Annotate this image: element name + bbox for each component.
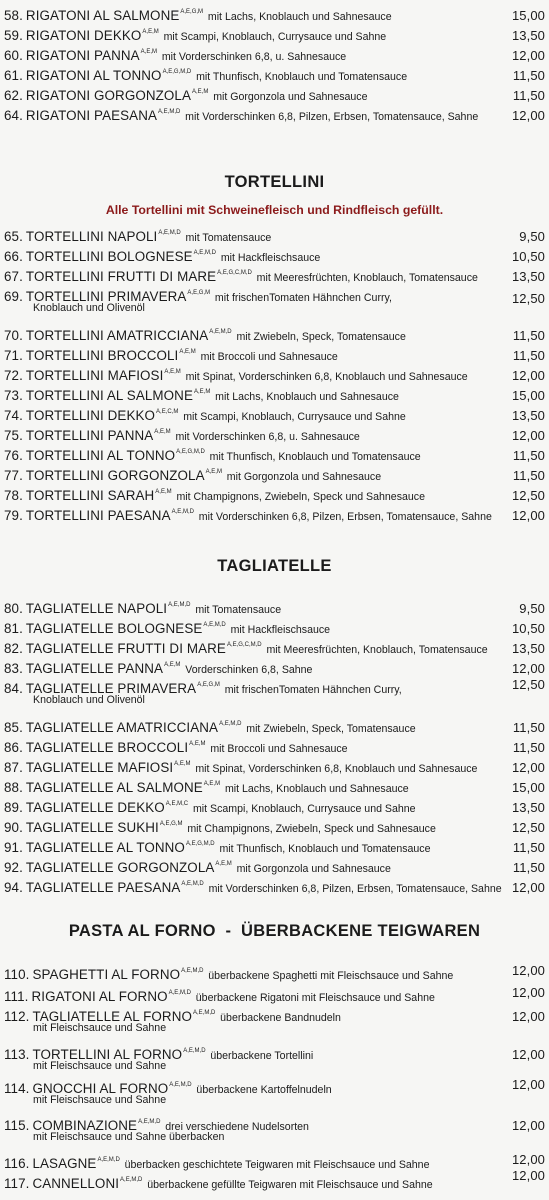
item-number: 74. <box>4 408 23 423</box>
menu-item <box>4 44 545 64</box>
item-price: 13,50 <box>511 641 545 656</box>
item-price: 11,50 <box>512 68 545 83</box>
item-number: 77. <box>4 468 23 483</box>
item-price: 11,50 <box>512 860 545 875</box>
item-number: 113. <box>4 1047 30 1062</box>
item-price: 10,50 <box>511 249 545 264</box>
item-description: mit frischenTomaten Hähnchen Curry, <box>214 292 392 304</box>
menu-item <box>4 617 545 637</box>
item-description: mit Gorgonzola und Sahnesauce <box>226 471 382 483</box>
item-name: TAGLIATELLE PAESANA <box>25 880 181 895</box>
item-price: 12,50 <box>511 677 545 692</box>
allergen-codes: A,E,M <box>179 349 196 355</box>
item-number: 82. <box>4 641 23 656</box>
menu-item <box>4 464 545 484</box>
item-name: SPAGHETTI AL FORNO <box>32 967 181 982</box>
item-name: TAGLIATELLE SUKHI <box>25 820 159 835</box>
item-number: 115. <box>4 1118 30 1133</box>
item-number: 89. <box>4 800 23 815</box>
item-description: mit Scampi, Knoblauch, Currysauce und Sahne <box>183 411 406 423</box>
item-name: TORTELLINI BOLOGNESE <box>25 249 193 264</box>
menu-item <box>4 1168 545 1192</box>
item-number: 69. <box>4 289 23 304</box>
menu-item <box>4 24 545 44</box>
item-number: 92. <box>4 860 23 875</box>
item-number: 64. <box>4 108 23 123</box>
allergen-codes: A,E,M <box>189 741 206 747</box>
item-description: mit Thunfisch, Knoblauch und Tomatensauce <box>209 451 421 463</box>
item-name: TORTELLINI FRUTTI DI MARE <box>25 269 217 284</box>
allergen-codes: A,E,M <box>154 429 171 435</box>
item-number: 78. <box>4 488 23 503</box>
item-name: TAGLIATELLE BROCCOLI <box>25 740 189 755</box>
item-price: 12,00 <box>511 1152 545 1167</box>
allergen-codes: A,E,C,M <box>156 409 179 415</box>
menu-item <box>4 1114 545 1148</box>
item-price: 12,50 <box>511 488 545 503</box>
item-description: mit frischenTomaten Hähnchen Curry, <box>224 684 402 696</box>
item-number: 88. <box>4 780 23 795</box>
allergen-codes: A,E,M,D <box>171 509 194 515</box>
item-number: 85. <box>4 720 23 735</box>
item-number: 75. <box>4 428 23 443</box>
item-description: mit Broccoli und Sahnesauce <box>200 351 338 363</box>
item-description: mit Vorderschinken 6,8, u. Sahnesauce <box>175 431 360 443</box>
item-description: mit Vorderschinken 6,8, Pilzen, Erbsen, Tomatensauce, Sahne <box>208 883 502 895</box>
item-number: 67. <box>4 269 23 284</box>
menu-item <box>4 444 545 464</box>
allergen-codes: A,E,M <box>155 489 172 495</box>
item-description: mit Hackfleischsauce <box>220 252 321 264</box>
item-number: 84. <box>4 681 23 696</box>
item-name: TORTELLINI PANNA <box>25 428 154 443</box>
item-number: 65. <box>4 229 23 244</box>
item-description: überbackene gefüllte Teigwaren mit Fleischsauce und Sahne <box>147 1179 433 1191</box>
item-price: 10,50 <box>511 621 545 636</box>
menu-item <box>4 64 545 84</box>
item-price: 12,00 <box>511 108 545 123</box>
item-number: 76. <box>4 448 23 463</box>
menu-item <box>4 796 545 816</box>
item-description-continued: mit Fleischsauce und Sahne <box>33 1022 167 1034</box>
allergen-codes: A,E,M,D <box>120 1177 143 1183</box>
allergen-codes: A,E,M <box>203 781 221 787</box>
item-price: 12,00 <box>511 985 545 1000</box>
item-name: TORTELLINI DEKKO <box>25 408 156 423</box>
menu-item <box>4 484 545 504</box>
allergen-codes: A,E,G,M <box>159 821 183 827</box>
allergen-codes: A,E,M,D <box>181 968 204 974</box>
menu-item <box>4 776 545 796</box>
menu-item <box>4 677 545 711</box>
item-number: 87. <box>4 760 23 775</box>
allergen-codes: A,E,M,D <box>183 1048 206 1054</box>
item-price: 12,00 <box>511 1168 545 1183</box>
menu-item <box>4 225 545 245</box>
allergen-codes: A,E,G,M,D <box>162 69 192 75</box>
allergen-codes: A,E,M,D <box>169 1082 192 1088</box>
item-price: 13,50 <box>511 408 545 423</box>
item-number: 66. <box>4 249 23 264</box>
item-price: 11,50 <box>512 840 545 855</box>
item-name: TORTELLINI AL TONNO <box>25 448 176 463</box>
item-price: 13,50 <box>511 800 545 815</box>
item-price: 12,00 <box>511 1077 545 1092</box>
section-heading: TAGLIATELLE <box>217 557 332 575</box>
allergen-codes: A,E,M,D <box>181 881 204 887</box>
item-description-continued: Knoblauch und Olivenöl <box>33 694 145 706</box>
item-description: mit Lachs, Knoblauch und Sahnesauce <box>224 783 409 795</box>
item-price: 11,50 <box>512 448 545 463</box>
item-name: TORTELLINI PRIMAVERA <box>25 289 187 304</box>
item-description: mit Broccoli und Sahnesauce <box>210 743 348 755</box>
item-number: 91. <box>4 840 23 855</box>
item-price: 12,50 <box>511 291 545 306</box>
menu-item <box>4 963 545 983</box>
allergen-codes: A,E,M <box>140 49 158 55</box>
item-name: CANNELLONI <box>32 1176 120 1191</box>
item-description: mit Thunfisch, Knoblauch und Tomatensauce <box>219 843 431 855</box>
allergen-codes: A,E,M,D <box>193 250 216 256</box>
item-description: mit Vorderschinken 6,8, Pilzen, Erbsen, Tomatensauce, Sahne <box>198 511 492 523</box>
item-number: 70. <box>4 328 23 343</box>
item-name: TAGLIATELLE AL FORNO <box>32 1009 192 1024</box>
item-description: überbackene Spaghetti mit Fleischsauce und Sahne <box>208 970 454 982</box>
item-name: TAGLIATELLE FRUTTI DI MARE <box>25 641 226 656</box>
item-description: mit Tomatensauce <box>185 232 272 244</box>
allergen-codes: A,E,G,C,M,D <box>217 270 252 276</box>
item-description: mit Gorgonzola und Sahnesauce <box>213 91 368 103</box>
item-description: mit Lachs, Knoblauch und Sahnesauce <box>215 391 399 403</box>
menu-item <box>4 344 545 364</box>
menu-item <box>4 985 545 1005</box>
item-price: 11,50 <box>512 348 545 363</box>
item-description: überbackene Kartoffelnudeln <box>196 1084 332 1096</box>
menu-item <box>4 856 545 876</box>
item-price: 11,50 <box>512 740 545 755</box>
item-name: COMBINAZIONE <box>32 1118 138 1133</box>
allergen-codes: A,E,M <box>215 861 232 867</box>
item-number: 72. <box>4 368 23 383</box>
allergen-codes: A,E,M,D <box>209 329 232 335</box>
item-name: TORTELLINI AL SALMONE <box>25 388 193 403</box>
item-number: 117. <box>4 1176 30 1191</box>
allergen-codes: A,E,G,M <box>180 9 204 15</box>
item-description: mit Lachs, Knoblauch und Sahnesauce <box>207 11 392 23</box>
allergen-codes: A,E,M <box>193 389 211 395</box>
item-description: überbackene Tortellini <box>210 1050 314 1062</box>
item-price: 12,00 <box>511 1009 545 1024</box>
section-note: Alle Tortellini mit Schweinefleisch und Rindfleisch gefüllt. <box>105 203 444 217</box>
item-price: 13,50 <box>511 269 545 284</box>
menu-item <box>4 836 545 856</box>
menu-item <box>4 716 545 736</box>
item-price: 12,00 <box>511 368 545 383</box>
allergen-codes: A,E,M,D <box>138 1119 161 1125</box>
item-description-continued: Knoblauch und Olivenöl <box>33 302 145 314</box>
item-description: mit Tomatensauce <box>195 604 282 616</box>
item-number: 71. <box>4 348 23 363</box>
menu-item <box>4 657 545 677</box>
item-description: mit Spinat, Vorderschinken 6,8, Knoblauch und Sahnesauce <box>185 371 468 383</box>
item-description: mit Zwiebeln, Speck, Tomatensauce <box>246 723 416 735</box>
item-name: TORTELLINI PAESANA <box>25 508 171 523</box>
item-name: RIGATONI DEKKO <box>25 28 142 43</box>
item-description: Vorderschinken 6,8, Sahne <box>185 664 313 676</box>
allergen-codes: A,E,M,D <box>168 990 191 996</box>
allergen-codes: A,E,M,D <box>192 1010 216 1016</box>
item-name: RIGATONI GORGONZOLA <box>25 88 192 103</box>
item-description: drei verschiedene Nudelsorten <box>165 1121 309 1133</box>
item-price: 12,00 <box>511 48 545 63</box>
item-number: 61. <box>4 68 23 83</box>
item-number: 110. <box>4 967 30 982</box>
item-name: RIGATONI AL TONNO <box>25 68 162 83</box>
item-price: 15,00 <box>511 388 545 403</box>
item-number: 86. <box>4 740 23 755</box>
item-number: 112. <box>4 1009 30 1024</box>
item-description: mit Vorderschinken 6,8, Pilzen, Erbsen, Tomatensauce, Sahne <box>185 111 479 123</box>
item-description: überbacken geschichtete Teigwaren mit Fleischsauce und Sahne <box>124 1159 430 1171</box>
item-price: 12,00 <box>511 963 545 978</box>
menu-item <box>4 1077 545 1111</box>
section-heading: TORTELLINI <box>224 173 325 191</box>
allergen-codes: A,E,M <box>164 369 181 375</box>
item-number: 114. <box>4 1081 30 1096</box>
section-heading: PASTA AL FORNO - ÜBERBACKENE TEIGWAREN <box>68 922 481 940</box>
item-description: mit Champignons, Zwiebeln, Speck und Sahnesauce <box>176 491 425 503</box>
menu-item <box>4 285 545 319</box>
item-name: RIGATONI AL FORNO <box>31 989 168 1004</box>
item-name: TAGLIATELLE MAFIOSI <box>25 760 174 775</box>
item-description: mit Vorderschinken 6,8, u. Sahnesauce <box>161 51 347 63</box>
item-description: mit Zwiebeln, Speck, Tomatensauce <box>236 331 406 343</box>
item-price: 12,00 <box>511 428 545 443</box>
item-name: TAGLIATELLE AMATRICCIANA <box>25 720 219 735</box>
item-number: 116. <box>4 1156 30 1171</box>
item-number: 111. <box>4 989 29 1004</box>
item-description: mit Meeresfrüchten, Knoblauch, Tomatensauce <box>266 644 488 656</box>
item-description-continued: mit Fleischsauce und Sahne überbacken <box>33 1131 225 1143</box>
item-number: 62. <box>4 88 23 103</box>
menu-item <box>4 84 545 104</box>
item-price: 13,50 <box>511 28 545 43</box>
item-name: TORTELLINI AMATRICCIANA <box>25 328 209 343</box>
item-price: 12,50 <box>511 820 545 835</box>
item-name: TAGLIATELLE GORGONZOLA <box>25 860 215 875</box>
item-number: 94. <box>4 880 23 895</box>
item-price: 11,50 <box>512 328 545 343</box>
item-description: mit Gorgonzola und Sahnesauce <box>236 863 391 875</box>
menu-item <box>4 504 545 524</box>
allergen-codes: A,E,M,C <box>165 801 189 807</box>
menu-item <box>4 265 545 285</box>
allergen-codes: A,E,M,D <box>168 602 191 608</box>
item-name: TORTELLINI NAPOLI <box>25 229 158 244</box>
allergen-codes: A,E,M <box>174 761 191 767</box>
menu-item <box>4 364 545 384</box>
item-name: TORTELLINI GORGONZOLA <box>25 468 205 483</box>
item-name: TAGLIATELLE DEKKO <box>25 800 165 815</box>
item-number: 60. <box>4 48 23 63</box>
item-price: 12,00 <box>511 760 545 775</box>
item-price: 9,50 <box>519 601 545 616</box>
menu-item <box>4 324 545 344</box>
item-price: 9,50 <box>519 229 545 244</box>
allergen-codes: A,E,G,M,D <box>185 841 215 847</box>
menu-item <box>4 597 545 617</box>
allergen-codes: A,E,G,M,D <box>176 449 205 455</box>
item-description: mit Champignons, Zwiebeln, Speck und Sahnesauce <box>187 823 436 835</box>
menu-item <box>4 876 545 896</box>
menu-item <box>4 1043 545 1077</box>
item-description: überbackene Rigatoni mit Fleischsauce und Sahne <box>195 992 435 1004</box>
menu-item <box>4 4 545 24</box>
item-name: TORTELLINI MAFIOSI <box>25 368 164 383</box>
item-description: mit Meeresfrüchten, Knoblauch, Tomatensauce <box>256 272 478 284</box>
allergen-codes: A,E,G,M <box>187 290 211 296</box>
item-name: TAGLIATELLE PANNA <box>25 661 164 676</box>
menu-item <box>4 104 545 124</box>
menu-item <box>4 424 545 444</box>
item-name: TAGLIATELLE BOLOGNESE <box>25 621 203 636</box>
allergen-codes: A,E,M <box>192 89 209 95</box>
allergen-codes: A,E,M,D <box>158 230 181 236</box>
item-description: mit Thunfisch, Knoblauch und Tomatensauce <box>196 71 408 83</box>
menu-item <box>4 756 545 776</box>
allergen-codes: A,E,M,D <box>219 721 242 727</box>
menu-item <box>4 404 545 424</box>
item-name: RIGATONI PANNA <box>25 48 140 63</box>
menu-item <box>4 384 545 404</box>
menu-item <box>4 637 545 657</box>
item-price: 12,00 <box>511 508 545 523</box>
menu-item <box>4 816 545 836</box>
item-price: 11,50 <box>512 468 545 483</box>
item-name: LASAGNE <box>32 1156 97 1171</box>
allergen-codes: A,E,M <box>142 29 159 35</box>
item-name: GNOCCHI AL FORNO <box>32 1081 169 1096</box>
menu-item <box>4 1005 545 1039</box>
item-number: 58. <box>4 8 23 23</box>
item-name: TORTELLINI SARAH <box>25 488 155 503</box>
allergen-codes: A,E,M,D <box>158 109 181 115</box>
item-price: 15,00 <box>511 8 545 23</box>
allergen-codes: A,E,M <box>164 662 181 668</box>
item-number: 59. <box>4 28 23 43</box>
item-description: mit Scampi, Knoblauch, Currysauce und Sahne <box>163 31 387 43</box>
item-name: RIGATONI PAESANA <box>25 108 157 123</box>
allergen-codes: A,E,M,D <box>97 1157 120 1163</box>
item-number: 81. <box>4 621 23 636</box>
menu-item <box>4 1152 545 1172</box>
item-number: 90. <box>4 820 23 835</box>
item-description-continued: mit Fleischsauce und Sahne <box>33 1060 167 1072</box>
item-name: TAGLIATELLE AL TONNO <box>25 840 185 855</box>
menu-item <box>4 245 545 265</box>
item-name: TAGLIATELLE PRIMAVERA <box>25 681 197 696</box>
item-description: mit Hackfleischsauce <box>230 624 331 636</box>
item-name: TORTELLINI AL FORNO <box>32 1047 183 1062</box>
item-price: 12,00 <box>511 880 545 895</box>
item-price: 11,50 <box>512 720 545 735</box>
item-name: TAGLIATELLE AL SALMONE <box>25 780 203 795</box>
item-number: 80. <box>4 601 23 616</box>
item-name: TORTELLINI BROCCOLI <box>25 348 179 363</box>
item-number: 79. <box>4 508 23 523</box>
item-price: 12,00 <box>511 1118 545 1133</box>
item-number: 73. <box>4 388 23 403</box>
item-number: 83. <box>4 661 23 676</box>
allergen-codes: A,E,M <box>205 469 222 475</box>
allergen-codes: A,E,G,M <box>197 682 220 688</box>
item-name: RIGATONI AL SALMONE <box>25 8 180 23</box>
allergen-codes: A,E,M,D <box>203 622 226 628</box>
item-price: 11,50 <box>512 88 545 103</box>
item-price: 12,00 <box>511 661 545 676</box>
item-price: 12,00 <box>511 1047 545 1062</box>
allergen-codes: A,E,G,C,M,D <box>226 642 262 648</box>
menu-item <box>4 736 545 756</box>
item-name: TAGLIATELLE NAPOLI <box>25 601 168 616</box>
item-description: mit Spinat, Vorderschinken 6,8, Knoblauch und Sahnesauce <box>195 763 478 775</box>
item-price: 15,00 <box>511 780 545 795</box>
item-description: mit Scampi, Knoblauch, Currysauce und Sahne <box>192 803 416 815</box>
item-description: überbackene Bandnudeln <box>220 1012 341 1024</box>
item-description-continued: mit Fleischsauce und Sahne <box>33 1094 167 1106</box>
